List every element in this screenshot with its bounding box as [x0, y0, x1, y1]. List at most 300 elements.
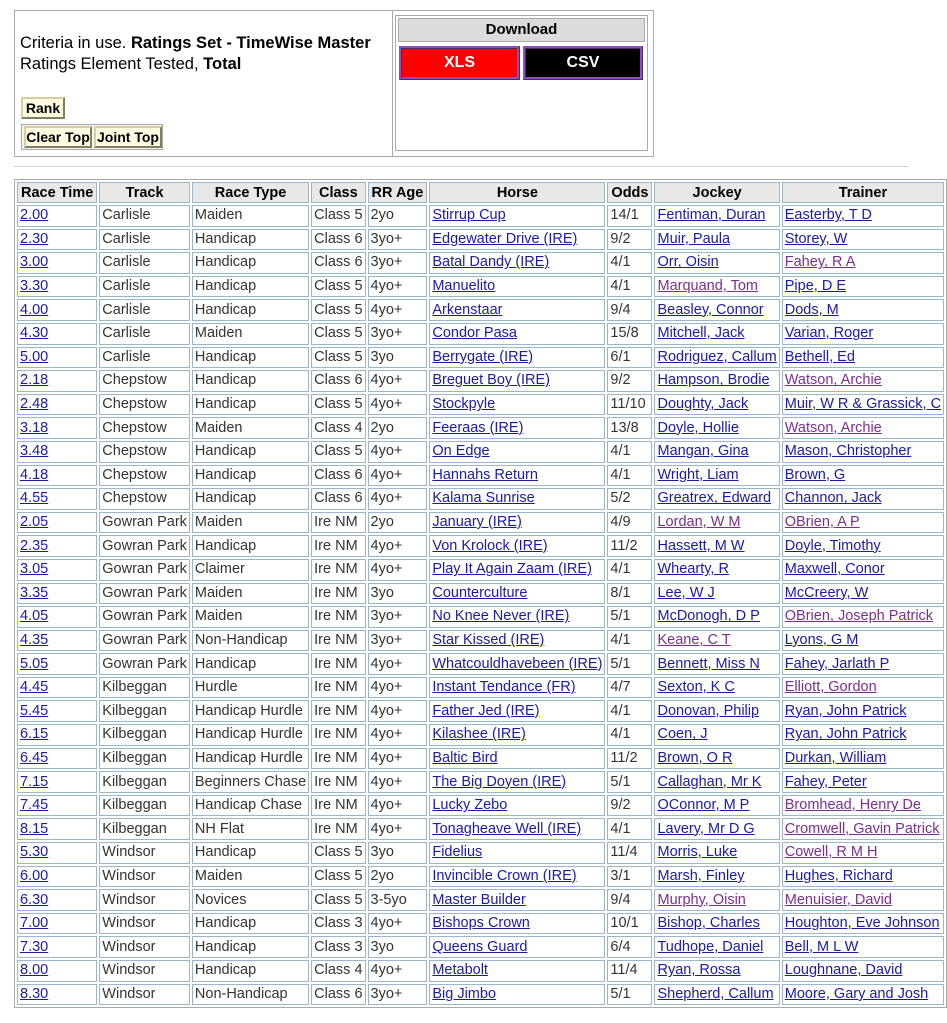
table-row [17, 889, 944, 911]
horse-link[interactable]: Master Builder [429, 889, 605, 911]
horse-link[interactable]: Invincible Crown (IRE) [429, 866, 605, 888]
jockey-link[interactable]: OConnor, M P [654, 795, 779, 817]
clear-top-button[interactable]: Clear Top [24, 126, 92, 148]
race-time-link[interactable]: 3.48 [17, 441, 97, 463]
race-type-cell: Maiden [192, 417, 309, 439]
horse-link[interactable]: No Knee Never (IRE) [429, 606, 605, 628]
rr-age-cell: 4yo+ [368, 394, 428, 416]
class-cell: Ire NM [311, 677, 365, 699]
trainer-link[interactable]: Durkan, William [782, 748, 944, 770]
table-row [17, 205, 944, 227]
trainer-link[interactable]: Bell, M L W [782, 936, 944, 958]
race-time-link[interactable]: 8.30 [17, 984, 97, 1006]
table-row [17, 842, 944, 864]
horse-link[interactable]: Batal Dandy (IRE) [429, 252, 605, 274]
rr-age-cell: 4yo+ [368, 653, 428, 675]
track-cell: Kilbeggan [99, 818, 190, 840]
horse-link[interactable]: Stirrup Cup [429, 205, 605, 227]
jockey-link[interactable]: Sexton, K C [654, 677, 779, 699]
track-cell: Kilbeggan [99, 771, 190, 793]
trainer-link[interactable]: Lyons, G M [782, 630, 944, 652]
horse-link[interactable]: Instant Tendance (FR) [429, 677, 605, 699]
race-time-link[interactable]: 7.45 [17, 795, 97, 817]
horse-link[interactable]: Breguet Boy (IRE) [429, 370, 605, 392]
track-cell: Kilbeggan [99, 700, 190, 722]
rr-age-cell: 4yo+ [368, 276, 428, 298]
jockey-link[interactable]: Bishop, Charles [654, 913, 779, 935]
horse-link[interactable]: Queens Guard [429, 936, 605, 958]
track-cell: Chepstow [99, 394, 190, 416]
horse-link[interactable]: Father Jed (IRE) [429, 700, 605, 722]
race-type-cell: Maiden [192, 866, 309, 888]
column-header-trainer[interactable]: Trainer [782, 182, 944, 203]
rr-age-cell: 3yo+ [368, 606, 428, 628]
trainer-link[interactable]: Watson, Archie [782, 417, 944, 439]
jockey-link[interactable]: Bennett, Miss N [654, 653, 779, 675]
track-cell: Chepstow [99, 488, 190, 510]
odds-cell: 11/10 [607, 394, 652, 416]
table-row [17, 394, 944, 416]
race-type-cell: Handicap [192, 276, 309, 298]
jockey-link[interactable]: Brown, O R [654, 748, 779, 770]
race-type-cell: Handicap [192, 252, 309, 274]
rr-age-cell: 4yo+ [368, 771, 428, 793]
horse-link[interactable]: Tonagheave Well (IRE) [429, 818, 605, 840]
jockey-link[interactable]: Lee, W J [654, 583, 779, 605]
race-time-link[interactable]: 2.35 [17, 535, 97, 557]
trainer-link[interactable]: Dods, M [782, 299, 944, 321]
jockey-link[interactable]: McDonogh, D P [654, 606, 779, 628]
race-time-link[interactable]: 8.00 [17, 960, 97, 982]
rr-age-cell: 4yo+ [368, 913, 428, 935]
jockey-link[interactable]: Whearty, R [654, 559, 779, 581]
odds-cell: 9/4 [607, 889, 652, 911]
race-time-link[interactable]: 5.45 [17, 700, 97, 722]
trainer-link[interactable]: Moore, Gary and Josh [782, 984, 944, 1006]
trainer-link[interactable]: Ryan, John Patrick [782, 700, 944, 722]
race-time-link[interactable]: 3.05 [17, 559, 97, 581]
joint-top-button[interactable]: Joint Top [94, 126, 162, 148]
trainer-link[interactable]: Mason, Christopher [782, 441, 944, 463]
track-cell: Carlisle [99, 252, 190, 274]
rr-age-cell: 2yo [368, 205, 428, 227]
odds-cell: 8/1 [607, 583, 652, 605]
table-row [17, 299, 944, 321]
top-button-group [21, 124, 163, 150]
race-time-link[interactable]: 4.55 [17, 488, 97, 510]
odds-cell: 11/4 [607, 842, 652, 864]
trainer-link[interactable]: OBrien, A P [782, 512, 944, 534]
jockey-link[interactable]: Coen, J [654, 724, 779, 746]
element-value: Total [203, 55, 242, 73]
odds-cell: 4/9 [607, 512, 652, 534]
race-time-link[interactable]: 3.00 [17, 252, 97, 274]
horse-link[interactable]: Stockpyle [429, 394, 605, 416]
table-row [17, 606, 944, 628]
track-cell: Kilbeggan [99, 748, 190, 770]
rr-age-cell: 4yo+ [368, 441, 428, 463]
track-cell: Windsor [99, 866, 190, 888]
race-time-link[interactable]: 3.18 [17, 417, 97, 439]
horse-link[interactable]: Feeraas (IRE) [429, 417, 605, 439]
trainer-link[interactable]: Hughes, Richard [782, 866, 944, 888]
class-cell: Class 4 [311, 960, 365, 982]
odds-cell: 10/1 [607, 913, 652, 935]
table-row [17, 323, 944, 345]
odds-cell: 4/1 [607, 441, 652, 463]
table-header-row [17, 182, 944, 203]
rr-age-cell: 3yo+ [368, 229, 428, 251]
jockey-link[interactable]: Marquand, Tom [654, 276, 779, 298]
criteria-text [20, 33, 392, 75]
table-row [17, 653, 944, 675]
odds-cell: 4/1 [607, 252, 652, 274]
track-cell: Windsor [99, 913, 190, 935]
jockey-link[interactable]: Donovan, Philip [654, 700, 779, 722]
trainer-link[interactable]: Maxwell, Conor [782, 559, 944, 581]
table-row [17, 960, 944, 982]
race-time-link[interactable]: 6.15 [17, 724, 97, 746]
race-time-link[interactable]: 6.00 [17, 866, 97, 888]
race-type-cell: Non-Handicap [192, 984, 309, 1006]
rr-age-cell: 3yo [368, 936, 428, 958]
track-cell: Chepstow [99, 465, 190, 487]
race-time-link[interactable]: 6.45 [17, 748, 97, 770]
horse-link[interactable]: Whatcouldhavebeen (IRE) [429, 653, 605, 675]
class-cell: Class 6 [311, 370, 365, 392]
odds-cell: 11/2 [607, 535, 652, 557]
odds-cell: 5/1 [607, 653, 652, 675]
table-row [17, 677, 944, 699]
race-type-cell: Handicap [192, 370, 309, 392]
rr-age-cell: 3yo [368, 583, 428, 605]
class-cell: Class 4 [311, 417, 365, 439]
rr-age-cell: 3yo+ [368, 630, 428, 652]
rr-age-cell: 3yo+ [368, 252, 428, 274]
race-time-link[interactable]: 5.05 [17, 653, 97, 675]
column-header-horse[interactable]: Horse [429, 182, 605, 203]
rr-age-cell: 4yo+ [368, 370, 428, 392]
rr-age-cell: 3yo+ [368, 984, 428, 1006]
table-row [17, 936, 944, 958]
trainer-link[interactable]: Cowell, R M H [782, 842, 944, 864]
table-row [17, 512, 944, 534]
class-cell: Ire NM [311, 606, 365, 628]
trainer-link[interactable]: Bethell, Ed [782, 347, 944, 369]
class-cell: Class 6 [311, 229, 365, 251]
rr-age-cell: 4yo+ [368, 677, 428, 699]
trainer-link[interactable]: Houghton, Eve Johnson [782, 913, 944, 935]
race-time-link[interactable]: 4.05 [17, 606, 97, 628]
race-time-link[interactable]: 4.35 [17, 630, 97, 652]
jockey-link[interactable]: Mangan, Gina [654, 441, 779, 463]
class-cell: Class 5 [311, 276, 365, 298]
horse-link[interactable]: Berrygate (IRE) [429, 347, 605, 369]
odds-cell: 15/8 [607, 323, 652, 345]
column-header-track[interactable]: Track [99, 182, 190, 203]
class-cell: Class 3 [311, 936, 365, 958]
race-time-link[interactable]: 3.30 [17, 276, 97, 298]
class-cell: Ire NM [311, 559, 365, 581]
trainer-link[interactable]: Loughnane, David [782, 960, 944, 982]
horse-link[interactable]: Bishops Crown [429, 913, 605, 935]
rr-age-cell: 4yo+ [368, 795, 428, 817]
rr-age-cell: 2yo [368, 512, 428, 534]
horse-link[interactable]: On Edge [429, 441, 605, 463]
track-cell: Windsor [99, 842, 190, 864]
jockey-link[interactable]: Marsh, Finley [654, 866, 779, 888]
race-time-link[interactable]: 2.18 [17, 370, 97, 392]
track-cell: Gowran Park [99, 606, 190, 628]
jockey-link[interactable]: Hassett, M W [654, 535, 779, 557]
trainer-link[interactable]: Ryan, John Patrick [782, 724, 944, 746]
race-type-cell: Novices [192, 889, 309, 911]
race-type-cell: Maiden [192, 606, 309, 628]
trainer-link[interactable]: Fahey, R A [782, 252, 944, 274]
table-row [17, 984, 944, 1006]
class-cell: Class 6 [311, 252, 365, 274]
race-type-cell: Hurdle [192, 677, 309, 699]
track-cell: Carlisle [99, 347, 190, 369]
rr-age-cell: 4yo+ [368, 700, 428, 722]
column-header-rr-age[interactable]: RR Age [368, 182, 428, 203]
race-time-link[interactable]: 7.00 [17, 913, 97, 935]
horse-link[interactable]: Kilashee (IRE) [429, 724, 605, 746]
table-body [17, 205, 944, 1005]
horse-link[interactable]: Star Kissed (IRE) [429, 630, 605, 652]
horse-link[interactable]: Arkenstaar [429, 299, 605, 321]
rr-age-cell: 2yo [368, 866, 428, 888]
jockey-link[interactable]: Beasley, Connor [654, 299, 779, 321]
criteria-label: Criteria in use. [20, 34, 131, 52]
jockey-link[interactable]: Shepherd, Callum [654, 984, 779, 1006]
class-cell: Ire NM [311, 583, 365, 605]
trainer-link[interactable]: Watson, Archie [782, 370, 944, 392]
race-type-cell: Handicap [192, 441, 309, 463]
odds-cell: 4/7 [607, 677, 652, 699]
jockey-link[interactable]: Morris, Luke [654, 842, 779, 864]
trainer-link[interactable]: Fahey, Peter [782, 771, 944, 793]
race-type-cell: Beginners Chase [192, 771, 309, 793]
track-cell: Carlisle [99, 205, 190, 227]
rr-age-cell: 4yo+ [368, 724, 428, 746]
class-cell: Class 6 [311, 488, 365, 510]
race-type-cell: Maiden [192, 323, 309, 345]
odds-cell: 5/1 [607, 984, 652, 1006]
horse-link[interactable]: Big Jimbo [429, 984, 605, 1006]
trainer-link[interactable]: Brown, G [782, 465, 944, 487]
jockey-link[interactable]: Orr, Oisin [654, 252, 779, 274]
odds-cell: 4/1 [607, 818, 652, 840]
jockey-link[interactable]: Fentiman, Duran [654, 205, 779, 227]
jockey-link[interactable]: Muir, Paula [654, 229, 779, 251]
table-row [17, 252, 944, 274]
odds-cell: 4/1 [607, 630, 652, 652]
odds-cell: 14/1 [607, 205, 652, 227]
track-cell: Gowran Park [99, 559, 190, 581]
race-type-cell: Handicap [192, 535, 309, 557]
race-time-link[interactable]: 4.18 [17, 465, 97, 487]
class-cell: Class 6 [311, 465, 365, 487]
class-cell: Class 5 [311, 347, 365, 369]
trainer-link[interactable]: Menuisier, David [782, 889, 944, 911]
race-type-cell: Handicap Hurdle [192, 700, 309, 722]
race-type-cell: Handicap [192, 299, 309, 321]
jockey-link[interactable]: Murphy, Oisin [654, 889, 779, 911]
horse-link[interactable]: Condor Pasa [429, 323, 605, 345]
table-row [17, 417, 944, 439]
class-cell: Class 5 [311, 441, 365, 463]
rr-age-cell: 4yo+ [368, 748, 428, 770]
class-cell: Ire NM [311, 818, 365, 840]
rr-age-cell: 3-5yo [368, 889, 428, 911]
race-time-link[interactable]: 4.30 [17, 323, 97, 345]
track-cell: Carlisle [99, 299, 190, 321]
trainer-link[interactable]: Bromhead, Henry De [782, 795, 944, 817]
column-header-odds[interactable]: Odds [607, 182, 652, 203]
table-row [17, 866, 944, 888]
table-row [17, 748, 944, 770]
race-type-cell: Handicap [192, 936, 309, 958]
odds-cell: 4/1 [607, 700, 652, 722]
criteria-panel [14, 10, 654, 157]
track-cell: Windsor [99, 889, 190, 911]
race-time-link[interactable]: 5.00 [17, 347, 97, 369]
trainer-link[interactable]: Varian, Roger [782, 323, 944, 345]
trainer-link[interactable]: Doyle, Timothy [782, 535, 944, 557]
jockey-link[interactable]: Doyle, Hollie [654, 417, 779, 439]
trainer-link[interactable]: Storey, W [782, 229, 944, 251]
table-row [17, 583, 944, 605]
odds-cell: 11/4 [607, 960, 652, 982]
class-cell: Ire NM [311, 512, 365, 534]
jockey-link[interactable]: Lavery, Mr D G [654, 818, 779, 840]
table-row [17, 559, 944, 581]
races-table [14, 179, 947, 1008]
race-time-link[interactable]: 8.15 [17, 818, 97, 840]
trainer-link[interactable]: Pipe, D E [782, 276, 944, 298]
horse-link[interactable]: Play It Again Zaam (IRE) [429, 559, 605, 581]
horse-link[interactable]: Metabolt [429, 960, 605, 982]
horse-link[interactable]: The Big Doyen (IRE) [429, 771, 605, 793]
trainer-link[interactable]: OBrien, Joseph Patrick [782, 606, 944, 628]
horse-link[interactable]: Kalama Sunrise [429, 488, 605, 510]
track-cell: Chepstow [99, 417, 190, 439]
trainer-link[interactable]: Elliott, Gordon [782, 677, 944, 699]
column-header-class[interactable]: Class [311, 182, 365, 203]
rr-age-cell: 4yo+ [368, 559, 428, 581]
track-cell: Windsor [99, 936, 190, 958]
horse-link[interactable]: Baltic Bird [429, 748, 605, 770]
trainer-link[interactable]: Cromwell, Gavin Patrick [782, 818, 944, 840]
track-cell: Gowran Park [99, 583, 190, 605]
jockey-link[interactable]: Ryan, Rossa [654, 960, 779, 982]
odds-cell: 5/2 [607, 488, 652, 510]
rr-age-cell: 2yo [368, 417, 428, 439]
race-type-cell: NH Flat [192, 818, 309, 840]
horse-link[interactable]: Fidelius [429, 842, 605, 864]
horse-link[interactable]: January (IRE) [429, 512, 605, 534]
race-time-link[interactable]: 6.30 [17, 889, 97, 911]
rank-button[interactable]: Rank [21, 97, 65, 119]
rr-age-cell: 4yo+ [368, 818, 428, 840]
race-type-cell: Maiden [192, 205, 309, 227]
jockey-link[interactable]: Lordan, W M [654, 512, 779, 534]
class-cell: Ire NM [311, 771, 365, 793]
track-cell: Chepstow [99, 441, 190, 463]
horse-link[interactable]: Edgewater Drive (IRE) [429, 229, 605, 251]
table-row [17, 535, 944, 557]
odds-cell: 4/1 [607, 465, 652, 487]
horse-link[interactable]: Lucky Zebo [429, 795, 605, 817]
element-label: Ratings Element Tested, [20, 55, 204, 73]
jockey-link[interactable]: Greatrex, Edward [654, 488, 779, 510]
track-cell: Carlisle [99, 323, 190, 345]
race-type-cell: Handicap [192, 960, 309, 982]
horse-link[interactable]: Hannahs Return [429, 465, 605, 487]
class-cell: Ire NM [311, 653, 365, 675]
table-row [17, 465, 944, 487]
race-type-cell: Handicap [192, 653, 309, 675]
race-time-link[interactable]: 7.15 [17, 771, 97, 793]
race-time-link[interactable]: 2.05 [17, 512, 97, 534]
jockey-link[interactable]: Doughty, Jack [654, 394, 779, 416]
race-time-link[interactable]: 4.45 [17, 677, 97, 699]
download-xls-button[interactable]: XLS [399, 46, 520, 80]
jockey-link[interactable]: Hampson, Brodie [654, 370, 779, 392]
race-time-link[interactable]: 3.35 [17, 583, 97, 605]
download-csv-button[interactable]: CSV [523, 46, 643, 80]
rr-age-cell: 3yo [368, 347, 428, 369]
trainer-link[interactable]: Easterby, T D [782, 205, 944, 227]
race-time-link[interactable]: 2.48 [17, 394, 97, 416]
race-time-link[interactable]: 4.00 [17, 299, 97, 321]
jockey-link[interactable]: Rodriguez, Callum [654, 347, 779, 369]
trainer-link[interactable]: Muir, W R & Grassick, C [782, 394, 944, 416]
column-header-jockey[interactable]: Jockey [654, 182, 779, 203]
track-cell: Gowran Park [99, 535, 190, 557]
odds-cell: 9/2 [607, 795, 652, 817]
jockey-link[interactable]: Keane, C T [654, 630, 779, 652]
race-time-link[interactable]: 2.30 [17, 229, 97, 251]
race-type-cell: Claimer [192, 559, 309, 581]
trainer-link[interactable]: McCreery, W [782, 583, 944, 605]
class-cell: Ire NM [311, 795, 365, 817]
horse-link[interactable]: Counterculture [429, 583, 605, 605]
horse-link[interactable]: Von Krolock (IRE) [429, 535, 605, 557]
jockey-link[interactable]: Callaghan, Mr K [654, 771, 779, 793]
rr-age-cell: 4yo+ [368, 960, 428, 982]
class-cell: Ire NM [311, 724, 365, 746]
jockey-link[interactable]: Tudhope, Daniel [654, 936, 779, 958]
race-type-cell: Handicap [192, 347, 309, 369]
rr-age-cell: 4yo+ [368, 465, 428, 487]
horse-link[interactable]: Manuelito [429, 276, 605, 298]
column-header-race-type[interactable]: Race Type [192, 182, 309, 203]
jockey-link[interactable]: Wright, Liam [654, 465, 779, 487]
column-header-race-time[interactable]: Race Time [17, 182, 97, 203]
odds-cell: 4/1 [607, 276, 652, 298]
trainer-link[interactable]: Channon, Jack [782, 488, 944, 510]
jockey-link[interactable]: Mitchell, Jack [654, 323, 779, 345]
race-time-link[interactable]: 2.00 [17, 205, 97, 227]
odds-cell: 11/2 [607, 748, 652, 770]
race-time-link[interactable]: 7.30 [17, 936, 97, 958]
race-type-cell: Maiden [192, 512, 309, 534]
trainer-link[interactable]: Fahey, Jarlath P [782, 653, 944, 675]
race-time-link[interactable]: 5.30 [17, 842, 97, 864]
odds-cell: 4/1 [607, 724, 652, 746]
